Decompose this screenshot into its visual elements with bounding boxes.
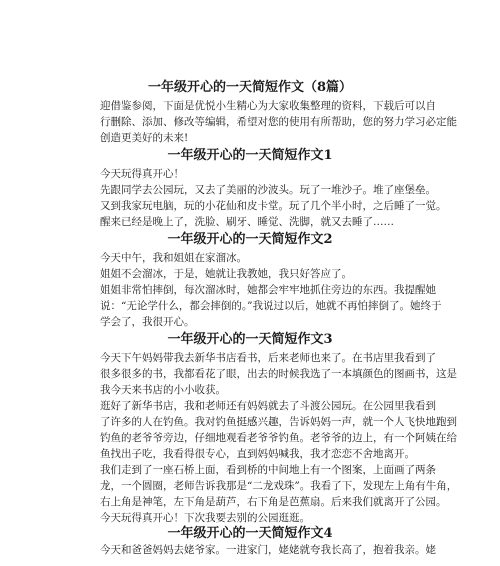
section-3-line-9: 龙，一个圆圈，老师告诉我那是“二龙戏珠”。我看了下，发现左上角有牛角，: [100, 480, 458, 492]
section-3-line-11: 今天玩得真开心！下次我要去别的公园逛逛。: [100, 512, 310, 524]
section-1-line-3: 又到我家玩电脑，玩的小花仙和皮卡堂。玩了几个半小时，之后睡了一觉。: [100, 200, 447, 212]
section-2-line-4: 说：“无论学什么，都会摔倒的。”我说过以后，她就不再怕摔倒了。她终于: [100, 300, 442, 312]
section-2-line-3: 姐姐非常怕摔倒，每次溜冰时，她都会牢牢地抓住旁边的东西。我提醒她: [100, 284, 436, 296]
section-2-line-2: 姐姐不会溜冰，于是，她就让我教她，我只好答应了。: [100, 268, 352, 280]
intro-line-2: 行删除、添加、修改等编辑，希望对您的使用有所帮助，您的努力学习必定能: [100, 116, 457, 128]
section-4-line-1: 今天和爸爸妈妈去姥爷家。一进家门，姥姥就夸我长高了，抱着我亲。姥: [100, 544, 436, 556]
section-3-line-10: 右上角是神笔，左下角是葫芦，右下角是芭蕉扇。后来我们就离开了公园。: [100, 496, 447, 508]
section-3-line-5: 了许多的人在钓鱼。我对钓鱼挺感兴趣，告诉妈妈一声，就一个人飞快地跑到: [100, 416, 457, 428]
section-3-line-1: 今天下午妈妈带我去新华书店看书，后来老师也来了。在书店里我看到了: [100, 352, 436, 364]
section-2-line-5: 学会了，我很开心。: [100, 316, 195, 328]
section-2-line-1: 今天中午，我和姐姐在家溜冰。: [100, 252, 247, 264]
section-3-line-2: 很多很多的书，我都看花了眼，出去的时候我选了一本填颜色的图画书，这是: [100, 368, 457, 380]
section-3-line-4: 逛好了新华书店，我和老师还有妈妈就去了斗渡公园玩。在公园里我看到: [100, 400, 436, 412]
section-1-line-2: 先跟同学去公园玩，又去了美丽的沙波头。玩了一堆沙子。堆了座堡垒。: [100, 184, 436, 196]
section-3-line-3: 我今天来书店的小小收获。: [100, 384, 226, 396]
section-heading-4: 一年级开心的一天简短作文4: [167, 526, 333, 541]
intro-line-3: 创造更美好的未来!: [100, 132, 189, 144]
section-1-line-4: 醒来已经是晚上了，洗脸、刷牙、睡觉、洗脚，就又去睡了……: [100, 216, 394, 228]
document-title: 一年级开心的一天简短作文（8篇）: [147, 80, 353, 95]
section-heading-1: 一年级开心的一天简短作文1: [167, 148, 333, 163]
section-3-line-7: 鱼找出子吃，我看得很专心，直到妈妈喊我，我才恋恋不舍地离开。: [100, 448, 415, 460]
section-1-line-1: 今天玩得真开心！: [100, 168, 184, 180]
section-heading-2: 一年级开心的一天简短作文2: [167, 232, 333, 247]
intro-line-1: 迎借鉴参阅，下面是优悦小生精心为大家收集整理的资料，下载后可以自: [100, 100, 436, 112]
section-3-line-8: 我们走到了一座石桥上面，看到桥的中间地上有一个图案，上面画了两条: [100, 464, 436, 476]
section-3-line-6: 钓鱼的老爷爷旁边，仔细地观看老爷爷钓鱼。老爷爷的边上，有一个阿姨在给: [100, 432, 457, 444]
section-heading-3: 一年级开心的一天简短作文3: [167, 332, 333, 347]
